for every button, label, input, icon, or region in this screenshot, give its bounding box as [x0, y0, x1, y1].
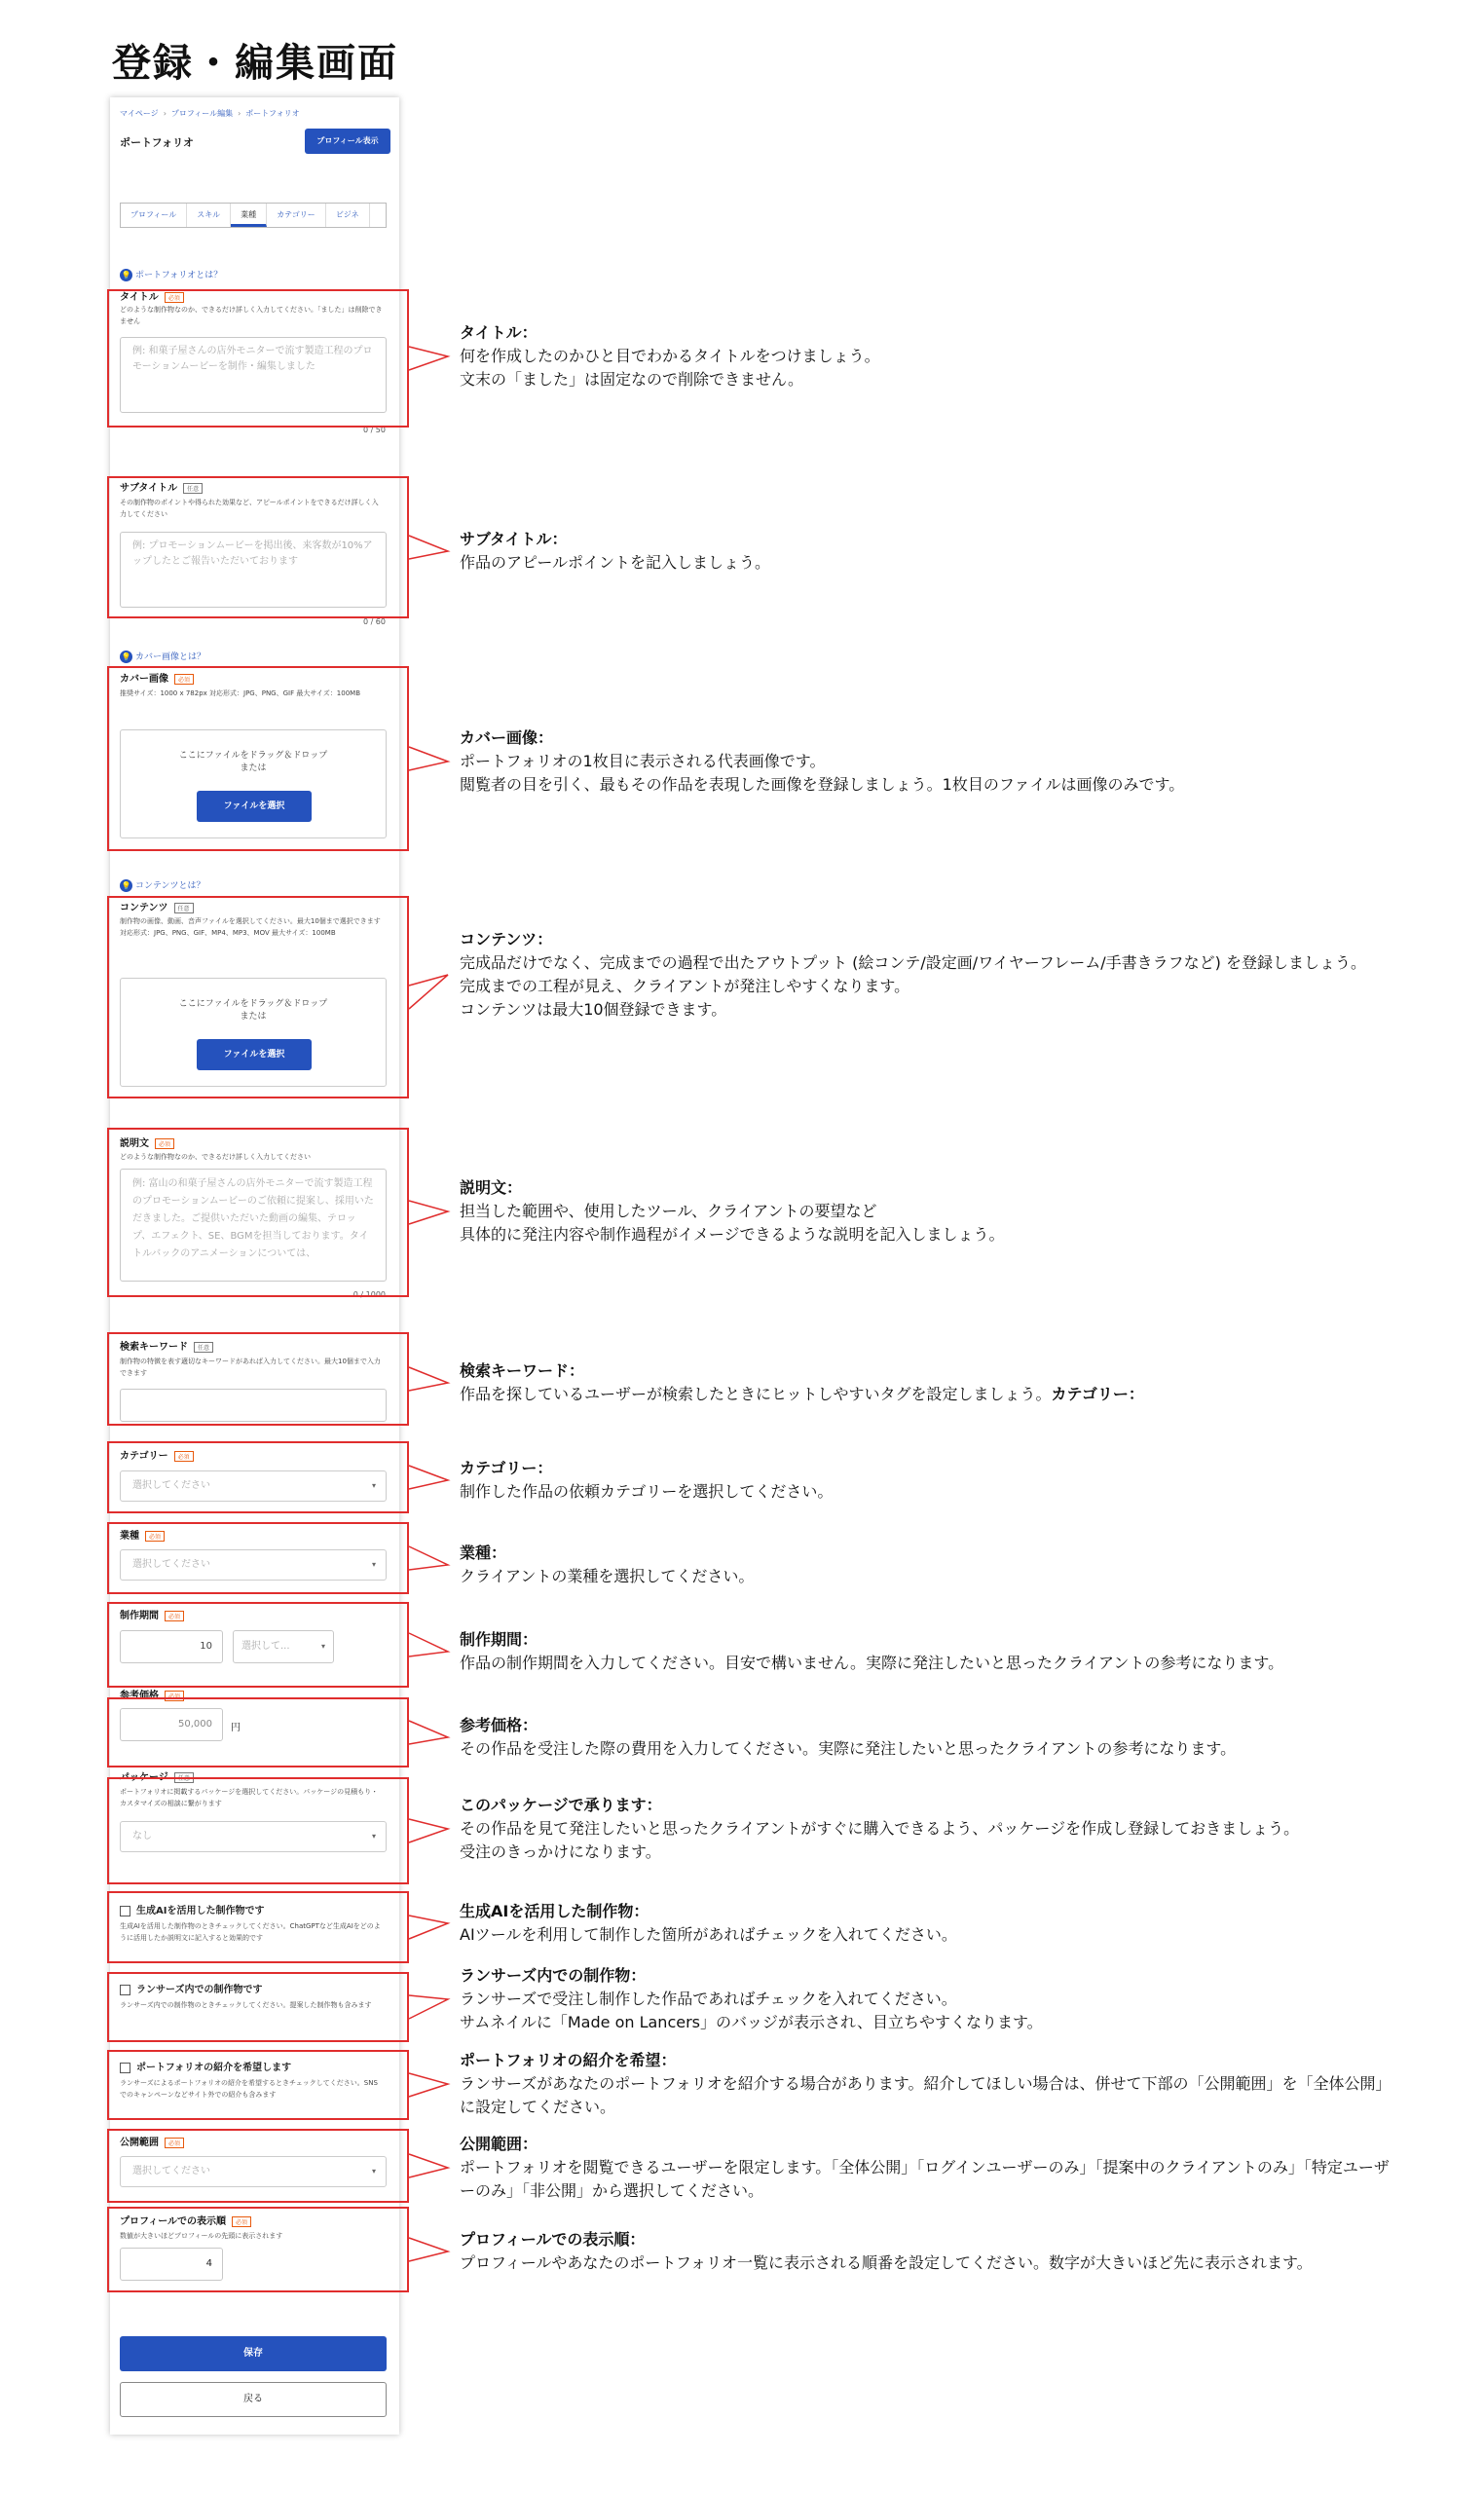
subtitle-label: サブタイトル 任意: [120, 479, 203, 494]
period-label: 制作期間 必須: [120, 1607, 184, 1621]
order-label: プロフィールでの表示順 必須: [120, 2213, 251, 2227]
order-input[interactable]: 4: [120, 2248, 223, 2281]
annotation-order: プロフィールでの表示順： プロフィールやあなたのポートフォリオ一覧に表示される順番を設定してください。数字が大きいほど先に表示されます。: [460, 2230, 1313, 2272]
cover-hint: 推奨サイズ：1000 x 782px 対応形式：JPG、PNG、GIF 最大サイズ：100MB: [120, 689, 360, 697]
highlight-genai: [107, 1891, 409, 1963]
annotation-price: 参考価格： その作品を受注した際の費用を入力してください。実際に発注したいと思ったクライアントの参考になります。: [460, 1716, 1237, 1758]
tab-profile[interactable]: プロフィール: [121, 204, 187, 227]
price-input[interactable]: 50,000: [120, 1708, 223, 1741]
order-hint: 数値が大きいほどプロフィールの先頭に表示されます: [120, 2232, 283, 2240]
connector-line: [409, 2154, 448, 2177]
highlight-cover: [107, 666, 409, 851]
annotation-visibility: 公開範囲： ポートフォリオを閲覧できるユーザーを限定します。「全体公開」「ログインユーザーのみ」「提案中のクライアントのみ」「特定ユーザーのみ」「非公開」から選択してください。: [460, 2135, 1390, 2200]
connector-line: [409, 1466, 448, 1489]
connector-line: [409, 1819, 448, 1842]
contents-hint: 制作物の画像、動画、音声ファイルを選択してください。最大10個まで選択できます 対応形式：JPG、PNG、GIF、MP4、MP3、MOV 最大サイズ：100MB: [120, 917, 381, 937]
lancers-hint: ランサーズ内での制作物のときチェックしてください。提案した制作物も含みます: [120, 2001, 372, 2009]
annotation-period: 制作期間： 作品の制作期間を入力してください。目安で構いません。実際に発注したいと思ったクライアントの参考になります。: [460, 1630, 1284, 1672]
contents-label: コンテンツ 任意: [120, 899, 194, 913]
annotation-subtitle: サブタイトル： 作品のアピールポイントを記入しましょう。: [460, 530, 771, 572]
chevron-down-icon: ▾: [320, 1642, 325, 1651]
contents-file-select-button[interactable]: ファイルを選択: [197, 1039, 312, 1070]
highlight-price: [107, 1697, 409, 1767]
chevron-down-icon: ▾: [371, 1832, 376, 1841]
visibility-select[interactable]: 選択してください ▾: [120, 2156, 387, 2187]
annotation-category: カテゴリー： 制作した作品の依頼カテゴリーを選択してください。: [460, 1459, 834, 1501]
annotation-contents: コンテンツ： 完成品だけでなく、完成までの過程で出たアウトプット (絵コンテ/設定画/ワイヤーフレーム/手書きラフなど) を登録しましょう。 完成までの工程が見え、クライアントが発注しやすくなります。 コンテンツは最大10個登録できます。: [460, 930, 1366, 1019]
title-char-count: 0 / 50: [362, 426, 386, 434]
page-title: 登録・編集画面: [112, 41, 398, 86]
connector-line: [409, 347, 448, 370]
category-select[interactable]: 選択してください ▾: [120, 1470, 387, 1502]
connector-line: [409, 1367, 448, 1391]
annotation-lancers: ランサーズ内での制作物： ランサーズで受注し制作した作品であればチェックを入れてください。 サムネイルに「Made on Lancers」のバッジが表示され、目立ちやすくなります。: [460, 1966, 1043, 2031]
annotation-intro: ポートフォリオの紹介を希望： ランサーズがあなたのポートフォリオを紹介する場合があります。紹介してほしい場合は、併せて下部の「公開範囲」を「全体公開」に設定してください。: [460, 2051, 1391, 2116]
price-unit: 円: [231, 1723, 241, 1733]
help-portfolio-link[interactable]: 💡 ポートフォリオとは？: [121, 271, 223, 280]
cover-dropzone[interactable]: ここにファイルをドラッグ＆ドロップ または ファイルを選択: [120, 729, 387, 838]
connector-line: [409, 2238, 448, 2261]
intro-checkbox[interactable]: ポートフォリオの紹介を希望します: [120, 2059, 291, 2073]
connector-line: [409, 1633, 448, 1656]
description-hint: どのような制作物なのか、できるだけ詳しく入力してください: [120, 1153, 311, 1161]
period-input[interactable]: 10: [120, 1630, 223, 1663]
highlight-period: [107, 1602, 409, 1688]
package-select[interactable]: なし ▾: [120, 1821, 387, 1852]
screen-title: ポートフォリオ: [120, 136, 195, 149]
contents-dropzone[interactable]: ここにファイルをドラッグ＆ドロップ または ファイルを選択: [120, 978, 387, 1087]
visibility-label: 公開範囲 必須: [120, 2134, 184, 2148]
cover-label: カバー画像 必須: [120, 670, 194, 685]
highlight-subtitle: [107, 476, 409, 618]
breadcrumb-mypage[interactable]: マイページ: [120, 109, 159, 118]
subtitle-input[interactable]: 例: プロモーションムービーを掲出後、来客数が10%アップしたとご報告いただいております: [120, 532, 387, 608]
cover-file-select-button[interactable]: ファイルを選択: [197, 791, 312, 822]
package-label: パッケージ 任意: [120, 1768, 194, 1783]
highlight-lancers: [107, 1972, 409, 2042]
help-contents-link[interactable]: 💡 コンテンツとは？: [121, 881, 205, 891]
annotation-cover: カバー画像： ポートフォリオの1枚目に表示される代表画像です。 閲覧者の目を引く、最もその作品を表現した画像を登録しましょう。1枚目のファイルは画像のみです。: [460, 728, 1185, 794]
connector-line: [409, 1546, 448, 1570]
lightbulb-icon: 💡: [121, 271, 131, 279]
period-unit-select[interactable]: 選択して... ▾: [233, 1630, 334, 1663]
connector-line: [409, 975, 448, 1009]
annotation-description: 説明文： 担当した範囲や、使用したツール、クライアントの要望など 具体的に発注内容や制作過程がイメージできるような説明を記入しましょう。: [460, 1178, 1005, 1244]
subtitle-char-count: 0 / 60: [362, 617, 386, 626]
save-button[interactable]: 保存: [120, 2336, 387, 2371]
genai-checkbox[interactable]: 生成AIを活用した制作物です: [120, 1902, 264, 1916]
annotation-keywords: 検索キーワード： 作品を探しているユーザーが検索したときにヒットしやすいタグを設定しましょう。カテゴリー：: [460, 1361, 1144, 1403]
chevron-down-icon: ▾: [371, 1560, 376, 1569]
tab-industry[interactable]: 業種: [231, 204, 267, 227]
title-hint: どのような制作物なのか、できるだけ詳しく入力してください。「ました」は削除できません: [120, 306, 383, 325]
intro-hint: ランサーズによるポートフォリオの紹介を希望するときチェックしてください。SNSでのキャンペーンなどサイト外での紹介も含みます: [120, 2079, 378, 2099]
chevron-down-icon: ▾: [371, 2167, 376, 2176]
tab-bar: [120, 203, 387, 228]
chevron-down-icon: ▾: [371, 1481, 376, 1490]
industry-select[interactable]: 選択してください ▾: [120, 1549, 387, 1581]
connector-line: [409, 1201, 448, 1224]
breadcrumb-portfolio[interactable]: ポートフォリオ: [245, 109, 300, 118]
industry-label: 業種 必須: [120, 1527, 165, 1542]
highlight-visibility: [107, 2129, 409, 2203]
highlight-description: [107, 1128, 409, 1297]
lightbulb-icon: 💡: [121, 652, 131, 661]
description-char-count: 0 / 1000: [352, 1290, 386, 1299]
highlight-industry: [107, 1522, 409, 1594]
genai-hint: 生成AIを活用した制作物のときチェックしてください。ChatGPTなど生成AIをどのように活用したか説明文に記入すると効果的です: [120, 1922, 381, 1942]
highlight-order: [107, 2207, 409, 2292]
description-input[interactable]: 例: 富山の和菓子屋さんの店外モニターで流す製造工程のプロモーションムービーのご依頼に提案し、採用いただきました。ご提供いただいた動画の編集、テロップ、エフェクト、SE、BGMを担当しております。タイトルバックのアニメーションについては、: [120, 1169, 387, 1282]
tab-business[interactable]: ビジネ: [326, 204, 370, 227]
lancers-checkbox[interactable]: ランサーズ内での制作物です: [120, 1981, 263, 1995]
title-label: タイトル 必須: [120, 288, 184, 303]
lightbulb-icon: 💡: [121, 881, 131, 890]
price-label: 参考価格 必須: [120, 1687, 184, 1701]
tab-category[interactable]: カテゴリー: [267, 204, 326, 227]
connector-line: [409, 1721, 448, 1744]
back-button[interactable]: 戻る: [120, 2382, 387, 2417]
title-input[interactable]: 例: 和菓子屋さんの店外モニターで流す製造工程のプロモーションムービーを制作・編集しました: [120, 337, 387, 413]
connector-line: [409, 1916, 448, 1939]
profile-view-button[interactable]: プロフィール表示: [305, 129, 390, 154]
tab-skill[interactable]: スキル: [187, 204, 231, 227]
highlight-title: [107, 289, 409, 428]
highlight-keywords: [107, 1332, 409, 1426]
connector-line: [409, 1995, 448, 2019]
connector-line: [409, 2073, 448, 2097]
annotation-package: このパッケージで承ります： その作品を見て発注したいと思ったクライアントがすぐに購入できるよう、パッケージを作成し登録しておきましょう。 受注のきっかけになります。: [460, 1796, 1300, 1861]
keywords-label: 検索キーワード 任意: [120, 1338, 213, 1353]
connector-line: [409, 536, 448, 559]
highlight-contents: [107, 896, 409, 1098]
subtitle-hint: その制作物のポイントや得られた効果など、アピールポイントをできるだけ詳しく入力してください: [120, 499, 379, 518]
category-label: カテゴリー 必須: [120, 1447, 194, 1462]
description-label: 説明文 必須: [120, 1135, 174, 1149]
annotation-genai: 生成AIを活用した制作物： AIツールを利用して制作した箇所があればチェックを入れてください。: [460, 1902, 957, 1944]
breadcrumb: マイページ › プロフィール編集 › ポートフォリオ: [120, 109, 300, 118]
highlight-intro: [107, 2050, 409, 2120]
highlight-category: [107, 1441, 409, 1513]
connector-line: [409, 747, 448, 770]
breadcrumb-profile-edit[interactable]: プロフィール編集: [170, 109, 234, 118]
annotation-title: タイトル： 何を作成したのかひと目でわかるタイトルをつけましょう。 文末の「ました」は固定なので削除できません。: [460, 323, 880, 389]
highlight-package: [107, 1777, 409, 1884]
help-cover-link[interactable]: 💡 カバー画像とは？: [121, 652, 206, 662]
annotation-industry: 業種： クライアントの業種を選択してください。: [460, 1544, 755, 1585]
keywords-hint: 制作物の特徴を表す適切なキーワードがあれば入力してください。最大10個まで入力できます: [120, 1358, 381, 1377]
package-hint: ポートフォリオに掲載するパッケージを選択してください。パッケージの見積もり・カスタマイズの相談に繋がります: [120, 1788, 379, 1807]
